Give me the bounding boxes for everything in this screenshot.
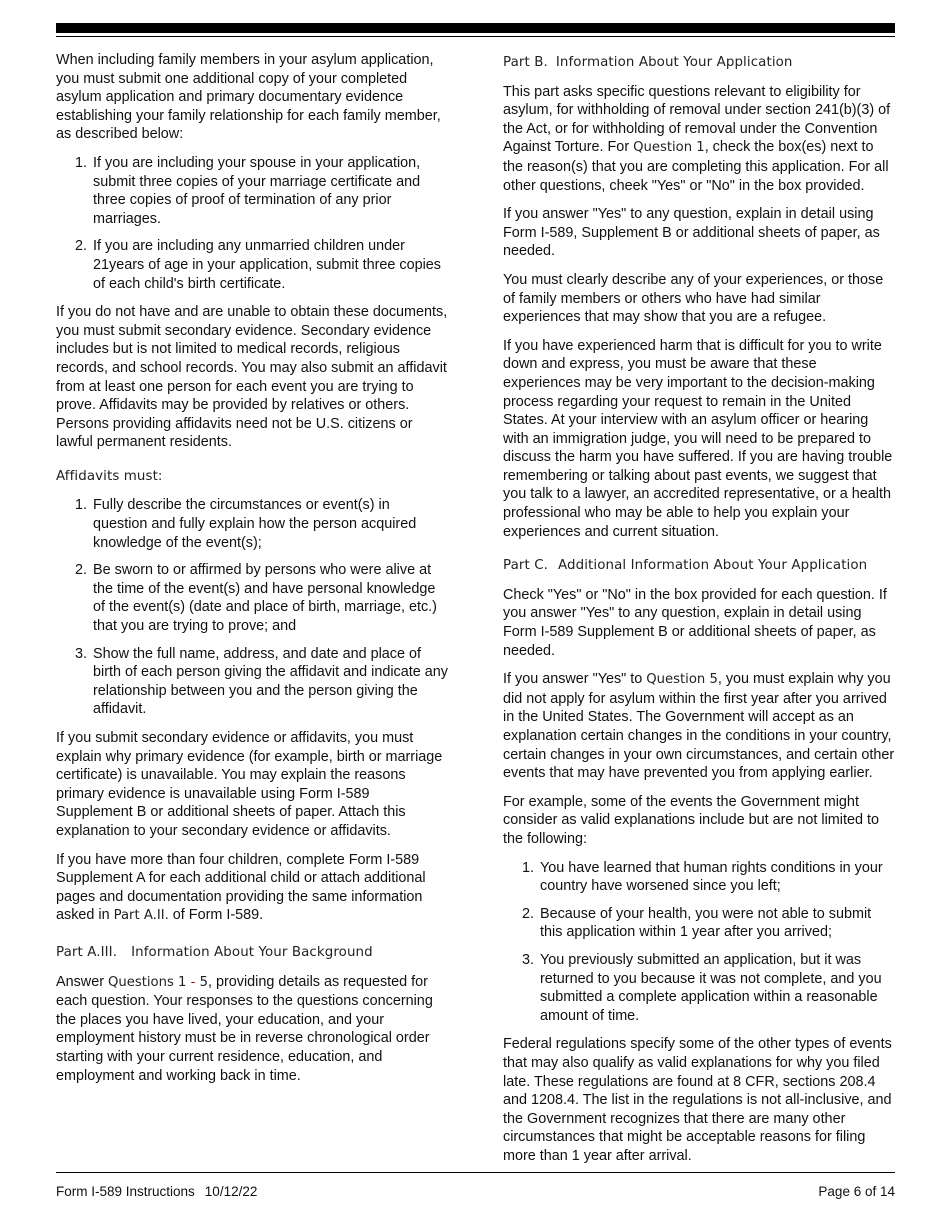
family-members-paragraph: When including family members in your asylum application, you must submit one additional copy of your completed asylum application and primary documentary evidence establishing your family relationship for each family member, as described below: bbox=[56, 52, 441, 143]
affidavit-requirements-list bbox=[56, 496, 448, 719]
list-item: 1. Fully describe the circumstances or event(s) in question and fully explain how the person acquired knowledge of the event(s); bbox=[74, 497, 417, 551]
question-5-paragraph: If you answer "Yes" to Question 5, you must explain why you did not apply for asylum within the first year after you arrived in the United States. The Government will accept as an explanation certain changes in the conditions in your country, certain changes in your own circumstances, and certain other events that may have prevented you from applying earlier. bbox=[503, 671, 895, 782]
right-column bbox=[503, 51, 895, 1175]
left-column bbox=[56, 51, 448, 1095]
background-paragraph: Answer Questions 1 - 5, providing details as requested for each question. Your responses to the questions concerning the places you have lived, your education, and your employment history must be in reverse chronological order starting with your current residence, education, and employment and working back in time. bbox=[56, 973, 433, 1084]
part-c-heading: Part C. Additional Information About Your Application bbox=[503, 558, 868, 574]
list-item: 1. You have learned that human rights conditions in your country have worsened since you left; bbox=[521, 859, 883, 895]
part-c-intro-paragraph: Check "Yes" or "No" in the box provided for each question. If you answer "Yes" to any question, explain in detail using Form I-589 Supplement B or additional sheets of paper, as needed. bbox=[503, 586, 887, 659]
part-b-heading: Part B. Information About Your Application bbox=[503, 55, 793, 70]
experienced-harm-paragraph: If you have experienced harm that is difficult for you to write down and express, you must be aware that these experiences may be very important to the decision-making process regarding your request to remain in the United States. At your interview with an asylum officer or hearing with an immigration judge, you will need to be prepared to discuss the harm you have suffered. If you are having trouble remembering or talking about past events, we suggest that you talk to a lawyer, an accredited representative, or a health professional who may be able to help you explain your experiences and current situation. bbox=[503, 337, 893, 540]
footer-rule bbox=[56, 1172, 895, 1173]
more-children-paragraph: If you have more than four children, complete Form I-589 Supplement A for each additional child or attach additional pages and documentation providing the same information asked in Part A.II. of Form I-589. bbox=[56, 851, 426, 924]
affidavits-heading: Affidavits must: bbox=[56, 468, 163, 484]
list-item: 2. If you are including any unmarried children under 21years of age in your application, submit three copies of each child's birth certificate. bbox=[74, 238, 441, 292]
list-item: 2. Be sworn to or affirmed by persons who were alive at the time of the event(s) and have personal knowledge of the event(s) (date and place of birth, marriage, etc.) that you are trying to prove; and bbox=[74, 562, 437, 635]
list-item: 3. You previously submitted an application, but it was returned to you because it was not complete, and you submitted a complete application within a reasonable amount of time. bbox=[521, 951, 882, 1024]
list-item: 3. Show the full name, address, and date and place of birth of each person giving the affidavit and indicate any relationship between you and the person giving the affidavit. bbox=[74, 645, 448, 718]
describe-experiences-paragraph: You must clearly describe any of your experiences, or those of family members or others who have had similar experiences that may show that you are a refugee. bbox=[503, 271, 884, 326]
list-item: 1. If you are including your spouse in your application, submit three copies of your marriage certificate and three copies of proof of termination of any prior marriages. bbox=[74, 154, 421, 227]
answer-yes-paragraph: If you answer "Yes" to any question, explain in detail using Form I-589, Supplement B or additional sheets of paper, as needed. bbox=[503, 206, 880, 260]
footer-form-id: Form I-589 Instructions 10/12/22 bbox=[56, 1184, 258, 1199]
valid-explanations-list bbox=[503, 859, 895, 1026]
explain-unavailable-paragraph: If you submit secondary evidence or affidavits, you must explain why primary evidence (for example, birth or marriage certificate) is unavailable. You may explain the reasons primary evidence is unavailable using Form I-589 Supplement B or additional sheets of paper. Attach this explanation to your secondary evidence or affidavits. bbox=[56, 730, 443, 839]
part-a2-reference: Part A.II. bbox=[113, 908, 169, 924]
federal-regulations-paragraph: Federal regulations specify some of the other types of events that may also qualify as valid explanations for why you filed late. These regulations are found at 8 CFR, sections 208.4 and 1208.4. The list in the regulations is not all-inclusive, and the Government recognizes that there are many other circumstances that might be acceptable reasons for filing more than 1 year after arrival. bbox=[503, 1036, 892, 1164]
examples-intro-paragraph: For example, some of the events the Government might consider as valid explanations include but are not limited to the following: bbox=[503, 793, 879, 847]
list-item: 2. Because of your health, you were not able to submit this application within 1 year after you arrived; bbox=[521, 905, 872, 941]
secondary-evidence-paragraph: If you do not have and are unable to obtain these documents, you must submit secondary evidence. Secondary evidence includes but is not limited to medical records, religious records, and school records. You may also submit an affidavit from at least one person for each event you are trying to prove. Affidavits may be provided by relatives or others. Persons providing affidavits need not be U.S. citizens or lawful permanent residents. bbox=[56, 304, 448, 451]
footer-page-number: Page 6 of 14 bbox=[818, 1184, 895, 1199]
part-b-intro-paragraph: This part asks specific questions relevant to eligibility for asylum, for withholding of removal under section 241(b)(3) of the Act, or for withholding of removal under the Convention Against Torture. For Question 1, check the box(es) next to the reason(s) that you are completing this application. For all other questions, cheek "Yes" or "No" in the box provided. bbox=[503, 83, 891, 194]
header-rule-thick bbox=[56, 23, 895, 33]
family-evidence-list bbox=[56, 154, 448, 293]
part-a3-heading: Part A.III. Information About Your Background bbox=[56, 944, 373, 960]
footer-date: 10/12/22 bbox=[204, 1184, 258, 1199]
header-rule-thin bbox=[56, 36, 895, 37]
